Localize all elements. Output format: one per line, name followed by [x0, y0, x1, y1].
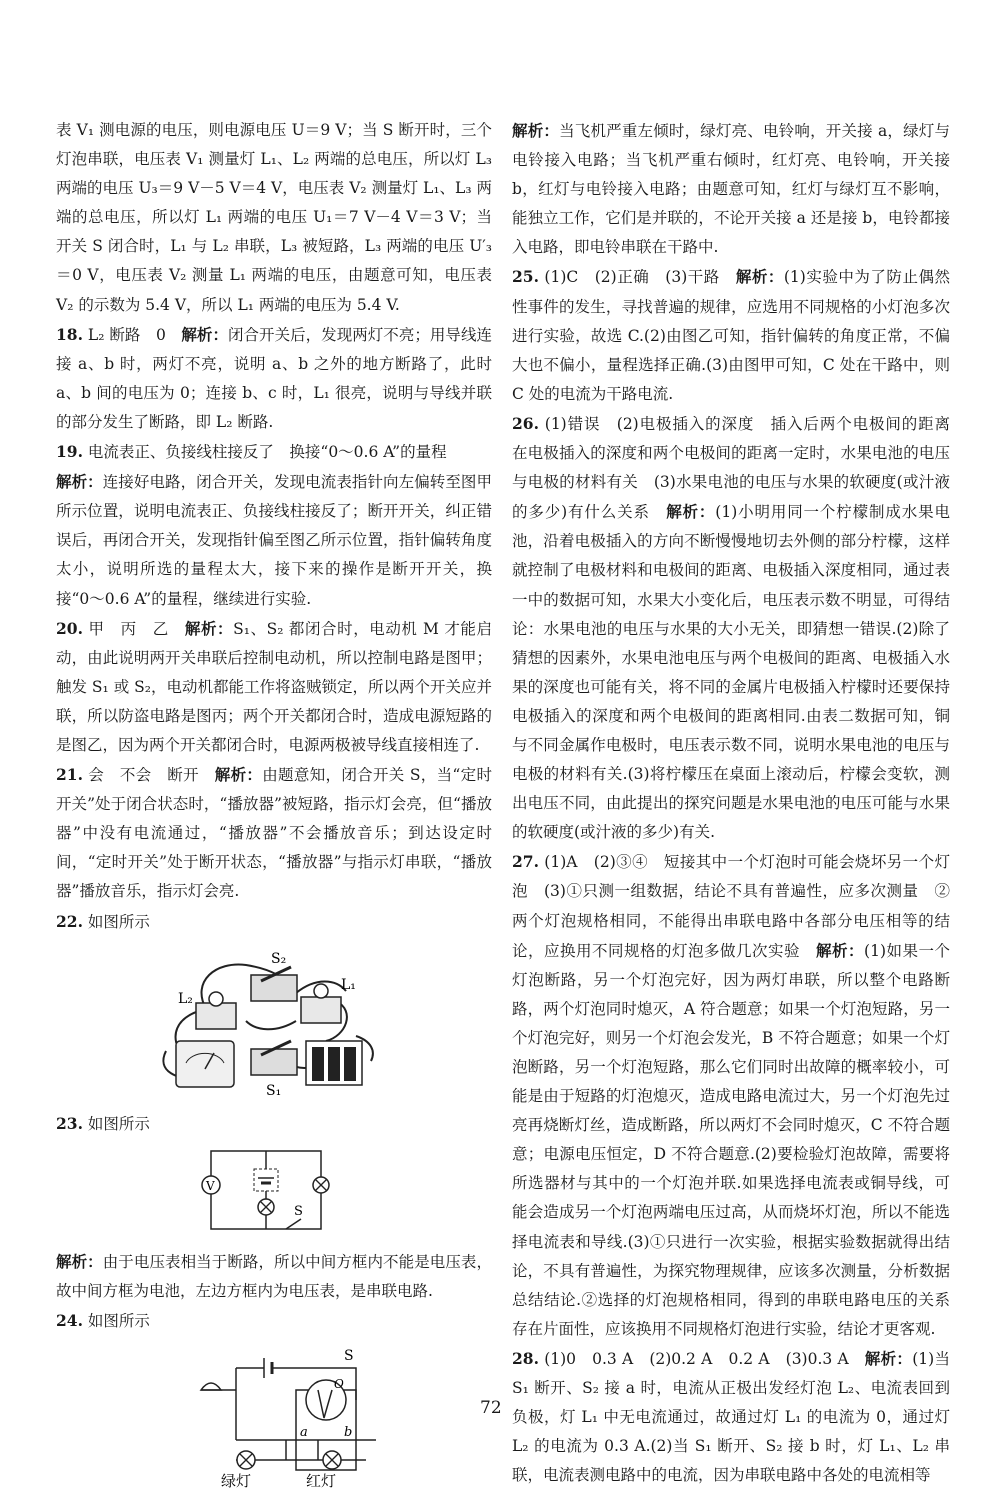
page-number: 72 [480, 1398, 502, 1418]
answer-22 [56, 907, 492, 937]
answer-28 [512, 1344, 950, 1490]
label-L2: L₂ [178, 990, 193, 1007]
voltmeter-label: V [206, 1178, 215, 1193]
analysis-label: 解析： [181, 324, 228, 344]
answer-25 [512, 262, 950, 408]
question-number: 25. [512, 267, 539, 287]
question-number: 21. [56, 765, 83, 785]
analysis-label: 解析： [816, 940, 865, 960]
answer-20 [56, 614, 492, 760]
question-number: 26. [512, 413, 539, 433]
answer-text: 如图所示 [82, 1311, 150, 1330]
right-column [512, 116, 966, 1490]
answer-text: 如图所示 [82, 912, 150, 931]
green-lamp-label: 绿灯 [221, 1472, 252, 1490]
circuit-photo-drawing [56, 941, 492, 1103]
analysis-text: S₁、S₂ 都闭合时，电动机 M 才能启动，由此说明两开关串联后控制电动机，所以控制电路是图甲；触发 S₁ 或 S₂，电动机都能工作将盗贼锁定，所以两个开关应并联，所以防盗电路是图丙；两个开关都闭合时，造成电源短路的是图乙，因为两个开关都闭合时，电源两极被导线直接相连了. [56, 619, 492, 754]
label-S2: S₂ [271, 950, 287, 967]
analysis-label: 解析： [214, 765, 263, 785]
left-column [56, 116, 492, 1496]
answer-19-analysis [56, 467, 492, 613]
answer-text: 电流表正、负接线柱接反了 换接“0～0.6 A”的量程 [82, 443, 447, 462]
question-number: 24. [56, 1310, 83, 1330]
answer-text: 会 不会 断开 [82, 766, 215, 785]
switch-label-S: S [344, 1348, 354, 1364]
answer-26 [512, 409, 966, 847]
question-number: 22. [56, 911, 83, 931]
analysis-label: 解析： [56, 1251, 103, 1271]
analysis-text: 由题意知，闭合开关 S，当“定时开关”处于闭合状态时，“播放器”被短路，指示灯会亮，但“播放器”中没有电流通过，“播放器”不会播放音乐；到达设定时间，“定时开关”处于断开状态，“播放器”与指示灯串联，“播放器”播放音乐，指示灯会亮. [56, 766, 492, 901]
analysis-text: 当飞机严重左倾时，绿灯亮、电铃响，开关接 a，绿灯与电铃接入电路；当飞机严重右倾时，红灯亮、电铃响，开关接 b，红灯与电铃接入电路；由题意可知，红灯与绿灯互不影响，能独立工作，它们是并联的，不论开关接 a 还是接 b，电铃都接入电路，即电铃串联在干路中. [512, 122, 950, 257]
question-number: 28. [512, 1348, 539, 1368]
answer-19 [56, 437, 492, 467]
answer-text: L₂ 断路 0 [82, 325, 182, 344]
analysis-label: 解析： [864, 1348, 913, 1368]
analysis-text: 由于电压表相当于断路，所以中间方框内不能是电压表，故中间方框为电池，左边方框内为电压表，是串联电路. [56, 1252, 492, 1300]
label-L1: L₁ [341, 976, 356, 993]
answer-text: 如图所示 [82, 1114, 150, 1133]
pivot-label-O: O [334, 1377, 344, 1391]
answer-27 [512, 847, 950, 1344]
contact-b: b [344, 1425, 353, 1440]
answer-text: 甲 丙 乙 [82, 619, 185, 638]
analysis-text: (1)如果一个灯泡断路，另一个灯泡完好，因为两灯串联，所以整个电路断路，两个灯泡同时熄灭，A 符合题意；如果一个灯泡短路，另一个灯泡完好，则另一个灯泡会发光，B 不符合题意；如果一个灯泡断路，另一个灯泡短路，那么它们同时出故障的概率较小，可能是由于短路的灯泡熄灭，造成电路电流过大，另一个灯泡先过亮再烧断灯丝，造成断路，所以两灯不会同时熄灭，C 不符合题意；电源电压恒定，D 不符合题意.(2)要检验灯泡故障，需要将所选器材与其中的一个灯泡并联.如果选择电流表或铜导线，可能会造成另一个灯泡两端电压过高，从而烧坏灯泡，所以不能选择电流表和导线.(3)①只进行一次实验，根据实验数据就得出结论，不具有普遍性，为探究物理规律，应该多次测量，分析数据总结结论.②选择的灯泡规格相同，得到的串联电路电压的关系存在片面性，应该换用不同规格灯泡进行实验，结论才更客观. [512, 941, 950, 1338]
analysis-label: 解析： [735, 267, 784, 287]
question-number: 23. [56, 1113, 83, 1133]
answer-17-continued: 表 V₁ 测电源的电压，则电源电压 U＝9 V；当 S 断开时，三个灯泡串联，电压表 V₁ 测量灯 L₁、L₂ 两端的总电压，所以灯 L₃ 两端的电压 U₃＝9 V－5 V＝4 V，电压表 V₂ 测量灯 L₁、L₃ 两端的总电压，所以灯 L₁ 两端的电压 U₁＝7 V－4 V＝3 V；当开关 S 闭合时，L₁ 与 L₂ 串联，L₃ 被短路，L₃ 两端的电压 U′₃＝0 V，电压表 V₂ 测量 L₁ 两端的电压，由题意可知，电压表 V₂ 的示数为 5.4 V，所以 L₁ 两端的电压为 5.4 V. [56, 121, 492, 314]
contact-a: a [300, 1425, 308, 1440]
answer-24-analysis [512, 116, 950, 262]
figure-22-circuit [56, 941, 492, 1103]
answer-text: (1)A (2)③④ 短接其中一个灯泡时可能会烧坏另一个灯泡 (3)①只测一组数据，结论不具有普遍性，应多次测量 ②两个灯泡规格相同，不能得出串联电路中各部分电压相等的结论，应换用不同规格的灯泡多做几次实验 [512, 853, 950, 960]
analysis-text: (1)实验中为了防止偶然性事件的发生，寻找普遍的规律，应选用不同规格的小灯泡多次进行实验，故选 C.(2)由图乙可知，指针偏转的角度正常，不偏大也不偏小，量程选择正确.(3)由图甲可知，C 处在干路中，则 C 处的电流为干路电流. [512, 268, 950, 403]
analysis-text: 连接好电路，闭合开关，发现电流表指针向左偏转至图甲所示位置，说明电流表正、负接线柱接反了；断开开关，纠正错误后，再闭合开关，发现指针偏至图乙所示位置，指针偏转角度太小，说明所选的量程太大，接下来的操作是断开开关，换接“0～0.6 A”的量程，继续进行实验. [56, 473, 492, 608]
answer-text: (1)0 0.3 A (2)0.2 A 0.2 A (3)0.3 A [538, 1349, 865, 1368]
answer-24 [56, 1306, 492, 1336]
figure-24-circuit [56, 1340, 492, 1490]
analysis-label: 解析： [666, 502, 716, 522]
red-lamp-label: 红灯 [306, 1472, 337, 1490]
answer-18 [56, 320, 492, 437]
answer-21 [56, 760, 492, 906]
answer-text: (1)C (2)正确 (3)干路 [538, 268, 736, 287]
answer-23-analysis [56, 1247, 492, 1306]
analysis-text: (1)当 S₁ 断开、S₂ 接 a 时，电流从正极出发经灯泡 L₂、电流表回到负极，灯 L₁ 中无电流通过，故通过灯 L₁ 的电流为 0，通过灯 L₂ 的电流为 0.3 A.(2)当 S₁ 断开、S₂ 接 b 时，灯 L₁、L₂ 串联，电流表测电路中的电流，因为串联电路中各处的电流相等 [512, 1349, 950, 1485]
question-number: 18. [56, 324, 83, 344]
switch-label-S: S [294, 1203, 303, 1219]
figure-23-circuit [56, 1143, 492, 1241]
question-number: 20. [56, 618, 83, 638]
answer-23 [56, 1109, 492, 1139]
analysis-text: (1)小明用同一个柠檬制成水果电池，沿着电极插入的方向不断慢慢地切去外侧的部分柠檬，这样就控制了电极材料和电极间的距离、电极插入深度相同，通过表一中的数据可知，水果大小变化后，电压表示数不明显，可得结论：水果电池的电压与水果的大小无关，即猜想一错误.(2)除了猜想的因素外，水果电池电压与两个电极间的距离、电极插入水果的深度也可能有关，将不同的金属片电极插入柠檬时还要保持电极插入的深度和两个电极间的距离相同.由表二数据可知，铜与不同金属作电极时，电压表示数不同，说明水果电池的电压与电极的材料有关.(3)将柠檬压在桌面上滚动后，柠檬会变软，测出电压不同，由此提出的探究问题是水果电池的电压可能与水果的软硬度(或汁液的多少)有关. [512, 503, 950, 842]
question-number: 27. [512, 852, 539, 872]
analysis-label: 解析： [184, 618, 234, 638]
analysis-label: 解析： [512, 121, 560, 140]
label-S1: S₁ [266, 1082, 282, 1099]
question-number: 19. [56, 442, 83, 462]
answer-text: (1)错误 (2)电极插入的深度 插入后两个电极间的距离 在电极插入的深度和两个电极间的距离一定时，水果电池的电压与电极的材料有关 (3)水果电池的电压与水果的软硬度(或汁液的多少)有什么关系 [512, 414, 966, 522]
analysis-label: 解析： [56, 472, 103, 492]
circuit-diagram-23 [56, 1143, 492, 1241]
circuit-diagram-24 [56, 1340, 492, 1490]
bell-icon [201, 1383, 221, 1390]
analysis-text: 闭合开关后，发现两灯不亮；用导线连接 a、b 时，两灯不亮，说明 a、b 之外的地方断路了，此时 a、b 间的电压为 0；连接 b、c 时，L₁ 很亮，说明与导线并联的部分发生了断路，即 L₂ 断路. [56, 325, 492, 431]
